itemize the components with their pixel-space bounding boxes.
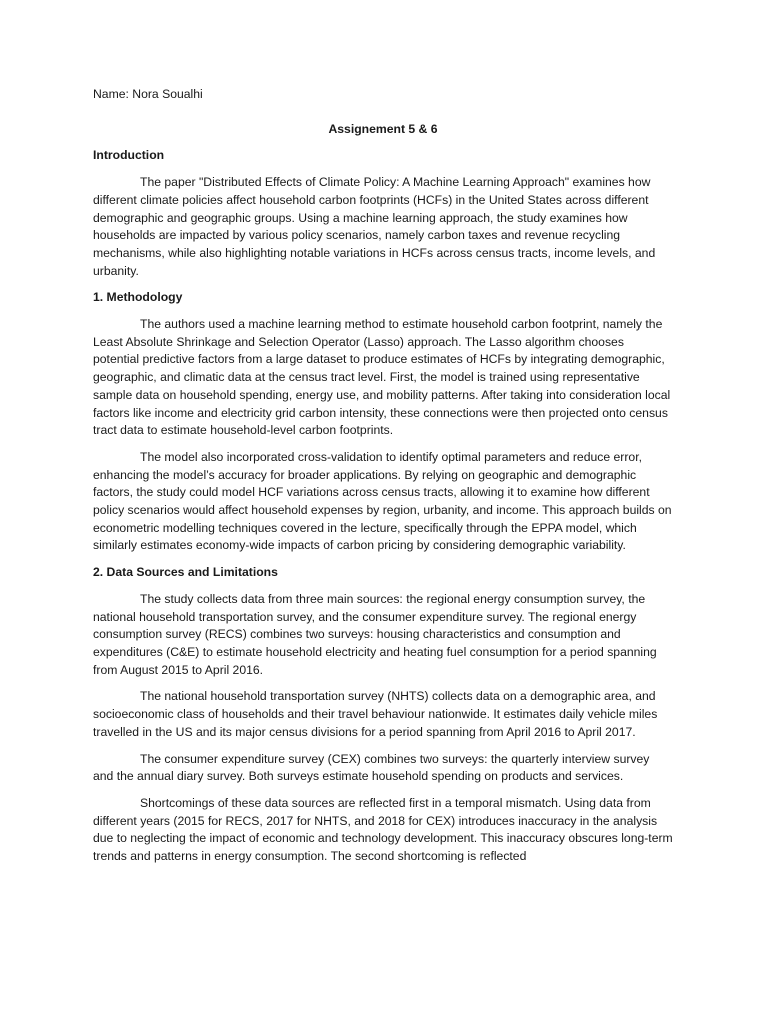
paragraph: The paper "Distributed Effects of Climate Policy: A Machine Learning Approach" examines how different climate policies affect household carbon footprints (HCFs) in the United States across different demographic and geographic groups. Using a machine learning approach, the study examines how households are impacted by various policy scenarios, namely carbon taxes and revenue recycling mechanisms, while also highlighting notable variations in HCFs across census tracts, income levels, and urbanity. xyxy=(93,175,656,278)
paragraph: The authors used a machine learning method to estimate household carbon footprint, namely the Least Absolute Shrinkage and Selection Operator (Lasso) approach. The Lasso algorithm chooses potential predictive factors from a large dataset to produce estimates of HCFs by integrating demographic, geographic, and climatic data at the census tract level. First, the model is trained using representative sample data on household spending, energy use, and mobility patterns. After taking into consideration local factors like income and electricity grid carbon intensity, these connections were then projected onto census tract data to estimate household-level carbon footprints. xyxy=(93,317,671,438)
section-methodology xyxy=(93,289,673,555)
section-introduction xyxy=(93,147,673,280)
paragraph: Shortcomings of these data sources are reflected first in a temporal mismatch. Using data from different years (2015 for RECS, 2017 for NHTS, and 2018 for CEX) introduces inaccuracy in the analysis due to neglecting the impact of economic and technology development. This inaccuracy obscures long-term trends and patterns in energy consumption. The second shortcoming is reflected xyxy=(93,795,673,864)
paragraph: The consumer expenditure survey (CEX) combines two surveys: the quarterly interview survey and the annual diary survey. Both surveys estimate household spending on products and services. xyxy=(93,751,650,784)
author-name: Name: Nora Soualhi xyxy=(93,87,203,101)
section-heading: 1. Methodology xyxy=(93,290,183,305)
paragraph: The study collects data from three main sources: the regional energy consumption survey, the national household transportation survey, and the consumer expenditure survey. The regional energy consumption survey (RECS) combines two surveys: housing characteristics and consumption and expenditures (C&E) to estimate household electricity and heating fuel consumption for a period spanning from August 2015 to April 2016. xyxy=(93,591,657,677)
document-title: Assignement 5 & 6 xyxy=(328,121,438,136)
paragraph: The model also incorporated cross-validation to identify optimal parameters and reduce error, enhancing the model’s accuracy for broader applications. By relying on geographic and demographic factors, the study could model HCF variations across census tracts, allowing it to examine how different policy scenarios would affect household expenses by region, urbanity, and income. This approach builds on econometric modelling techniques covered in the lecture, specifically through the EPPA model, which similarly estimates economy-wide impacts of carbon pricing by considering demographic variability. xyxy=(93,449,672,553)
section-data-sources xyxy=(93,564,673,866)
document-body xyxy=(93,86,673,875)
paragraph: The national household transportation survey (NHTS) collects data on a demographic area, and socioeconomic class of households and their travel behaviour nationwide. It estimates daily vehicle miles travelled in the US and its major census divisions for a period spanning from April 2016 to April 2017. xyxy=(93,689,658,739)
section-heading: 2. Data Sources and Limitations xyxy=(93,565,278,580)
section-heading: Introduction xyxy=(93,148,165,163)
